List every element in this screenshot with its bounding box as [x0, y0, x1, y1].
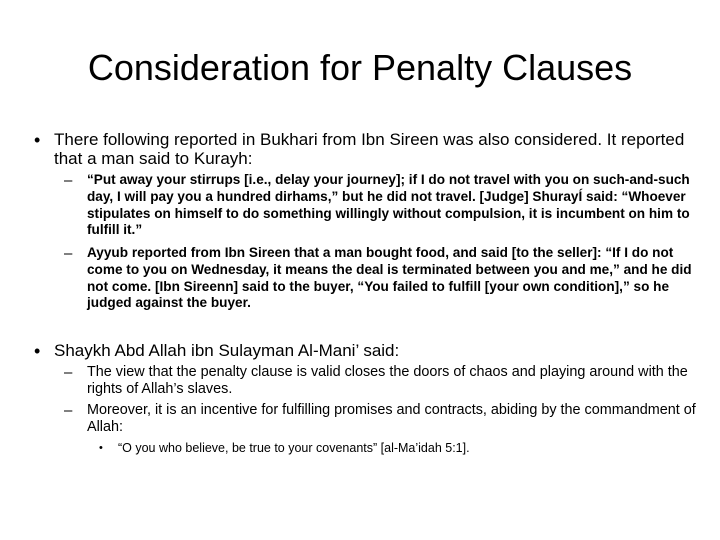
sub-point-text: Moreover, it is an incentive for fulfilling promises and contracts, abiding by the commandment of Allah:: [87, 402, 696, 435]
bullet-icon: •: [34, 130, 41, 150]
bullet-text: Shaykh Abd Allah ibn Sulayman Al-Mani’ said:: [54, 341, 400, 360]
bullet-point: [34, 341, 690, 360]
slide-title: Consideration for Penalty Clauses: [87, 47, 633, 88]
bullet-text: There following reported in Bukhari from Ibn Sireen was also considered. It reported that a man said to Kurayh:: [54, 130, 685, 168]
sub-point: [64, 172, 696, 239]
bullet-icon: •: [99, 442, 103, 454]
sub-point: [64, 364, 696, 398]
dash-icon: –: [64, 172, 73, 189]
bullet-icon: •: [34, 341, 41, 361]
quote-point: [99, 441, 699, 456]
sub-point-text: The view that the penalty clause is valid closes the doors of chaos and playing around with the rights of Allah’s slaves.: [87, 364, 688, 397]
sub-point-text: “Put away your stirrups [i.e., delay your journey]; if I do not travel with you on such-and-such day, I will pay you a hundred dirhams,” but he did not travel. [Judge] ShurayÍ said: “Whoever stipulates on himself to do something willingly without compulsion, it is incumbent on him to fulfill it.”: [87, 172, 690, 238]
bullet-point: [34, 130, 690, 168]
dash-icon: –: [64, 245, 73, 262]
sub-point: [64, 245, 696, 312]
quote-text: “O you who believe, be true to your covenants” [al-Ma’idah 5:1].: [118, 441, 470, 455]
sub-point-text: Ayyub reported from Ibn Sireen that a man bought food, and said [to the seller]: “If I do not come to you on Wednesday, it means the deal is terminated between you and me,” and he did not come. [Ibn Sireenn] said to the buyer, “You failed to fulfill [your own condition],” so he judged against the buyer.: [87, 245, 692, 311]
sub-point: [64, 402, 696, 436]
dash-icon: –: [64, 402, 73, 419]
dash-icon: –: [64, 364, 73, 381]
